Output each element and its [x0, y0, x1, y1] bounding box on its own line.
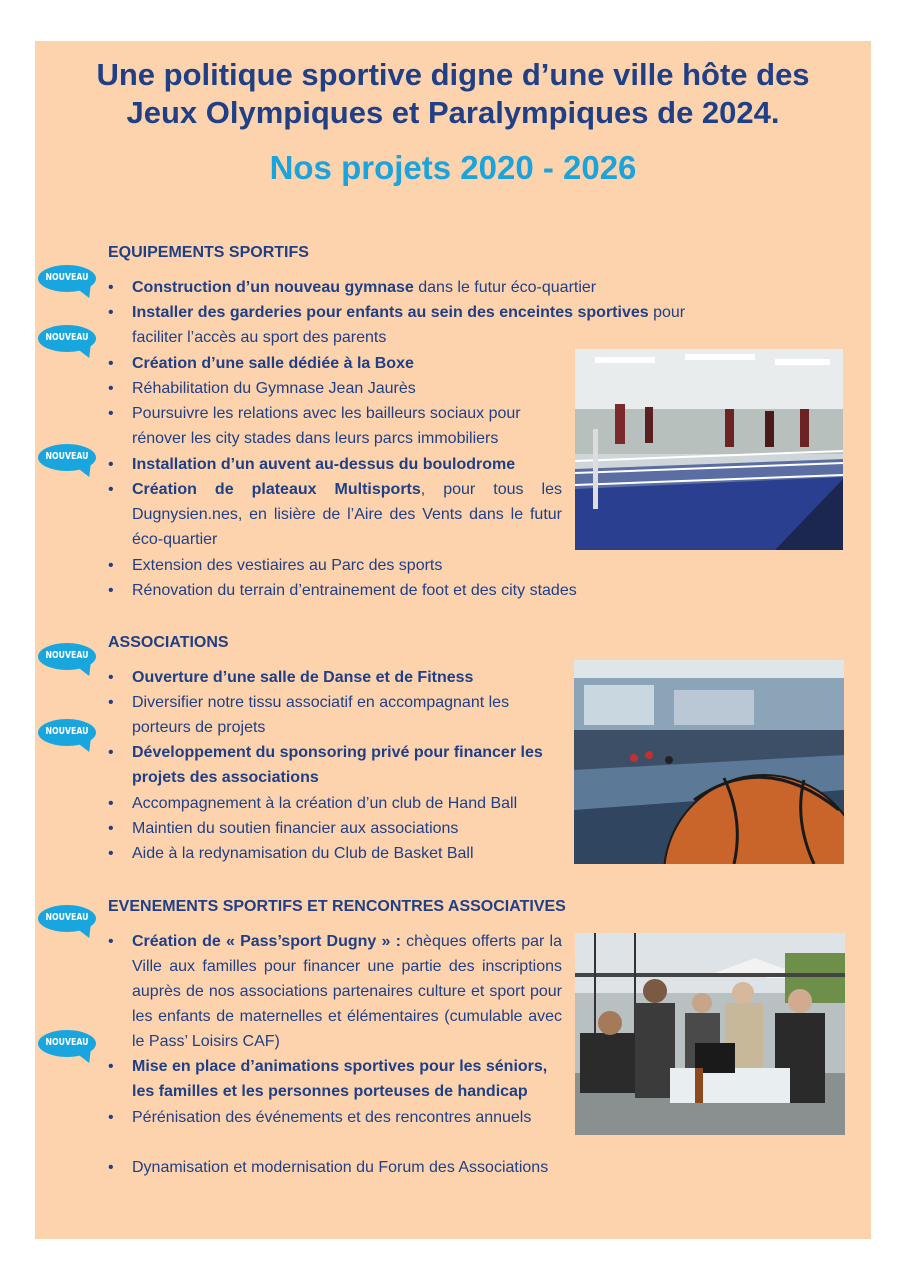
list-item: • Construction d’un nouveau gymnase dans le futur éco-quartier — [108, 279, 597, 296]
list-item: • Poursuivre les relations avec les bailleurs sociaux pour rénover les city stades dans leurs parcs immobiliers — [108, 405, 521, 447]
nouveau-badge: NOUVEAU — [38, 325, 98, 359]
nouveau-badge: NOUVEAU — [38, 905, 98, 939]
section-heading-equipements: EQUIPEMENTS SPORTIFS — [108, 244, 309, 261]
list-item: • Développement du sponsoring privé pour financer les projets des associations — [108, 744, 543, 786]
forum-event-photo — [575, 933, 845, 1135]
list-item: • Création de plateaux Multisports, pour tous les Dugnysien.nes, en lisière de l’Aire des Vents dans le futur éco-quartier — [108, 481, 562, 548]
basketball-photo — [574, 660, 844, 864]
list-item: • Diversifier notre tissu associatif en accompagnant les porteurs de projets — [108, 694, 510, 736]
section-heading-associations: ASSOCIATIONS — [108, 634, 229, 651]
list-item: • Création d’une salle dédiée à la Boxe — [108, 355, 414, 372]
nouveau-badge: NOUVEAU — [38, 643, 98, 677]
title-line-2: Jeux Olympiques et Paralympiques de 2024. — [126, 95, 780, 130]
list-item: • Accompagnement à la création d’un club de Hand Ball — [108, 795, 518, 812]
list-item: • Ouverture d’une salle de Danse et de Fitness — [108, 669, 474, 686]
subtitle: Nos projets 2020 - 2026 — [269, 149, 637, 186]
nouveau-badge: NOUVEAU — [38, 444, 98, 478]
nouveau-badge: NOUVEAU — [38, 265, 98, 299]
list-item: • Mise en place d’animations sportives pour les séniors, les familles et les personnes porteuses de handicap — [108, 1058, 548, 1100]
list-item: • Création de « Pass’sport Dugny » : chèques offerts par la Ville aux familles pour financer une partie des inscriptions auprès de nos associations partenaires culture et sport pour les enfants de maternelles et élémentaires (cumulable avec le Pass’ Loisirs CAF) — [108, 933, 563, 1050]
nouveau-badge: NOUVEAU — [38, 1030, 98, 1064]
list-item: • Dynamisation et modernisation du Forum des Associations — [108, 1159, 549, 1176]
nouveau-badge: NOUVEAU — [38, 719, 98, 753]
boxing-gym-photo — [575, 349, 843, 550]
list-item: • Aide à la redynamisation du Club de Basket Ball — [108, 845, 474, 862]
list-item: • Maintien du soutien financier aux associations — [108, 820, 459, 837]
list-item: • Installer des garderies pour enfants au sein des enceintes sportives pour faciliter l’accès au sport des parents — [108, 304, 686, 346]
section-heading-evenements: EVENEMENTS SPORTIFS ET RENCONTRES ASSOCIATIVES — [108, 898, 566, 915]
title-line-1: Une politique sportive digne d’une ville hôte des — [96, 57, 810, 92]
list-item: • Extension des vestiaires au Parc des sports — [108, 557, 443, 574]
list-item: • Rénovation du terrain d’entrainement de foot et des city stades — [108, 582, 577, 599]
list-item: • Pérénisation des événements et des rencontres annuels — [108, 1109, 532, 1126]
list-item: • Installation d’un auvent au-dessus du boulodrome — [108, 456, 516, 473]
list-item: • Réhabilitation du Gymnase Jean Jaurès — [108, 380, 416, 397]
